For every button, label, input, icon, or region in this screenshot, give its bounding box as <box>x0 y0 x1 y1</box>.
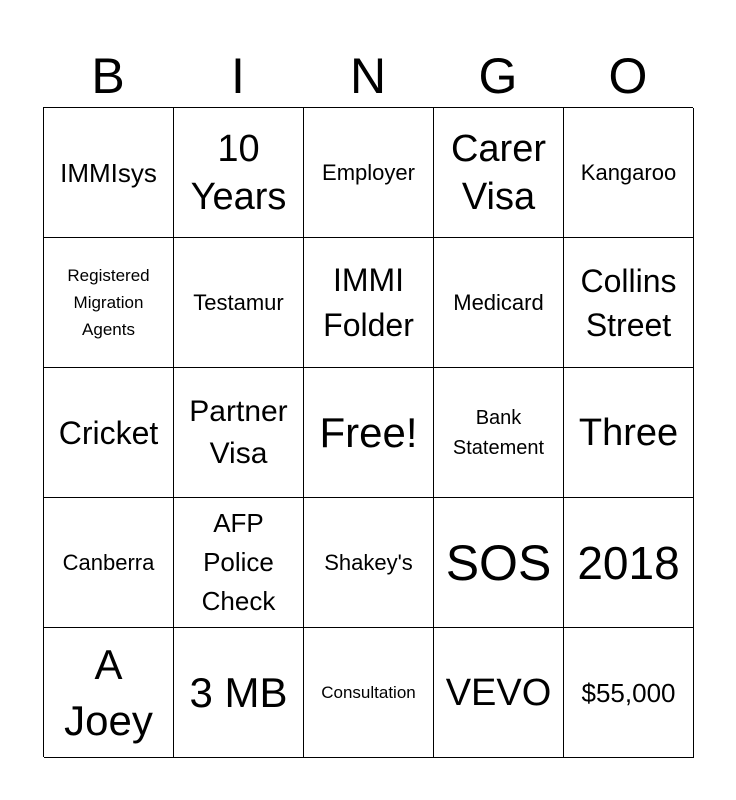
header-letter-n: N <box>349 48 387 104</box>
bingo-cell[interactable] <box>564 498 694 628</box>
bingo-cell[interactable] <box>564 238 694 368</box>
cell-text: Partner Visa <box>189 394 288 470</box>
cell-text: Canberra <box>62 549 155 575</box>
bingo-cell[interactable] <box>44 628 174 758</box>
bingo-cell[interactable] <box>174 498 304 628</box>
cell-text: SOS <box>445 534 552 591</box>
cell-text: Shakey's <box>324 549 413 575</box>
cell-text: $55,000 <box>581 677 676 708</box>
bingo-cell[interactable] <box>304 368 434 498</box>
bingo-cell[interactable] <box>564 368 694 498</box>
header-letter-g: G <box>478 48 518 104</box>
bingo-cell[interactable] <box>434 108 564 238</box>
bingo-cell[interactable] <box>564 108 694 238</box>
bingo-cell[interactable] <box>44 108 174 238</box>
cell-text: Cricket <box>58 414 159 451</box>
cell-text: IMMIsys <box>60 157 157 188</box>
bingo-cell[interactable] <box>434 628 564 758</box>
bingo-cell[interactable] <box>434 368 564 498</box>
bingo-cell[interactable] <box>304 238 434 368</box>
bingo-cell[interactable] <box>434 238 564 368</box>
cell-text: Consultation <box>321 682 416 702</box>
cell-text: Three <box>578 411 679 454</box>
cell-text: Collins Street <box>580 262 677 343</box>
bingo-cell[interactable] <box>304 108 434 238</box>
cell-text: 10 Years <box>190 127 287 218</box>
cell-text: 2018 <box>577 536 680 589</box>
header-letter-o: O <box>608 48 648 104</box>
bingo-cell[interactable] <box>174 238 304 368</box>
header-letter-i: I <box>231 48 245 104</box>
header-letter-b: B <box>91 48 125 104</box>
bingo-cell[interactable] <box>304 498 434 628</box>
cell-text: Kangaroo <box>580 159 677 185</box>
cell-text: 3 MB <box>189 668 288 716</box>
cell-text: Medicard <box>453 289 544 315</box>
bingo-cell[interactable] <box>44 238 174 368</box>
bingo-cell[interactable] <box>44 368 174 498</box>
cell-text: Free! <box>319 408 418 456</box>
cell-text: A Joey <box>64 640 153 744</box>
cell-text: Carer Visa <box>450 127 547 218</box>
bingo-cell[interactable] <box>434 498 564 628</box>
cell-text: VEVO <box>445 671 552 714</box>
bingo-cell[interactable] <box>44 498 174 628</box>
cell-text: Bank Statement <box>452 406 545 459</box>
bingo-cell[interactable] <box>304 628 434 758</box>
bingo-card-grid <box>43 107 693 757</box>
cell-text: Employer <box>322 159 415 185</box>
bingo-cell[interactable] <box>174 108 304 238</box>
bingo-cell[interactable] <box>174 368 304 498</box>
cell-text: Registered Migration Agents <box>67 266 150 339</box>
bingo-header <box>43 45 693 107</box>
bingo-cell[interactable] <box>564 628 694 758</box>
bingo-cell[interactable] <box>174 628 304 758</box>
cell-text: AFP Police Check <box>201 508 276 616</box>
cell-text: Testamur <box>193 289 284 315</box>
cell-text: IMMI Folder <box>323 261 414 343</box>
